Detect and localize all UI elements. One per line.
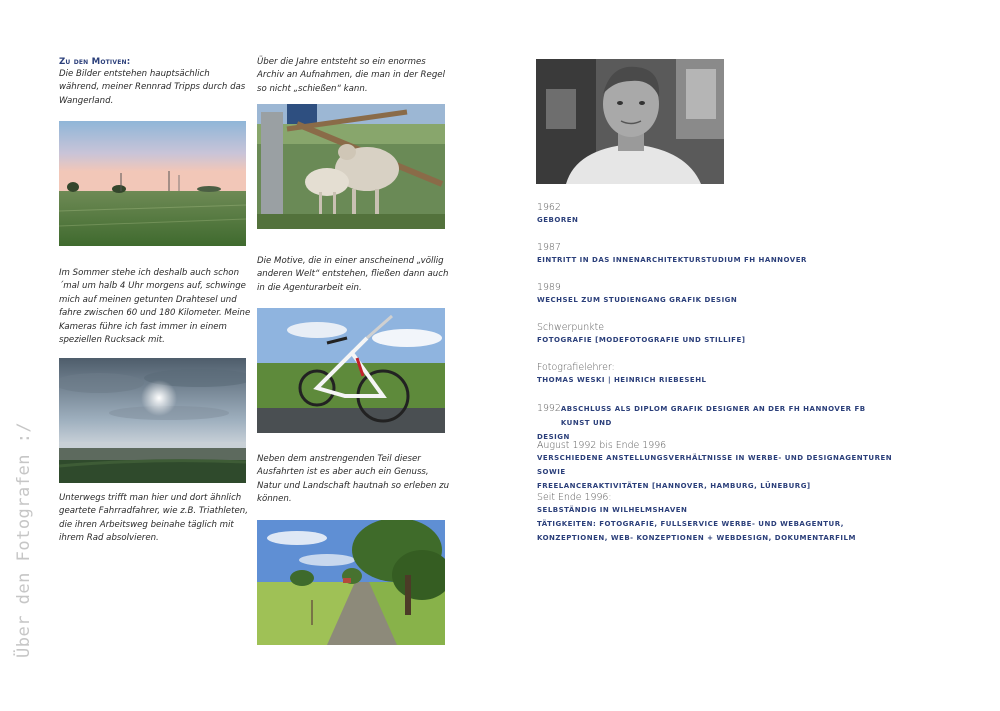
bio-text: ABSCHLUSS ALS DIPLOM GRAFIK DESIGNER AN DER FH HANNOVER FB KUNST UND xyxy=(560,405,866,427)
photo-racing-bike xyxy=(257,308,445,433)
bio-text: GEBOREN xyxy=(537,216,579,224)
bio-year: Seit Ende 1996: xyxy=(537,492,612,503)
col2-paragraph-1: Über die Jahre entsteht so ein enormes Archiv an Aufnahmen, die man in der Regel so nicht „schießen“ kann. xyxy=(257,57,445,94)
bio-timeline xyxy=(537,202,897,545)
bio-text: SELBSTÄNDIG IN WILHELMSHAVEN xyxy=(537,506,688,514)
col2-paragraph-3: Neben dem anstrengenden Teil dieser Ausfahrten ist es aber auch ein Genuss, Natur und Landschaft hautnah so erleben zu können. xyxy=(257,454,450,505)
bio-year: 1987 xyxy=(537,242,561,253)
bio-text: TÄTIGKEITEN: FOTOGRAFIE, FULLSERVICE WERBE- UND WEBAGENTUR, xyxy=(537,520,844,528)
photo-sheep-fence xyxy=(257,104,445,229)
photo-portrait xyxy=(536,59,724,184)
bio-entry xyxy=(537,242,897,282)
photo-country-lane xyxy=(257,520,445,645)
bio-year: 1992 xyxy=(537,403,561,414)
bio-year: August 1992 bis Ende 1996 xyxy=(537,440,667,451)
bio-year: Fotografielehrer: xyxy=(537,362,615,373)
bio-text: DESIGN xyxy=(537,433,570,441)
bio-entry xyxy=(537,362,897,402)
bio-text: WECHSEL ZUM STUDIENGANG GRAFIK DESIGN xyxy=(537,296,738,304)
bio-entry xyxy=(537,402,897,440)
col1-paragraph-1: Die Bilder entstehen hauptsächlich während, meiner Rennrad Tripps durch das Wangerland. xyxy=(59,69,246,106)
bio-text: FREELANCERAKTIVITÄTEN [HANNOVER, HAMBURG, LÜNEBURG] xyxy=(537,482,811,490)
bio-entry xyxy=(537,440,897,492)
col2-paragraph-2: Die Motive, die in einer anscheinend „völlig anderen Welt“ entstehen, fließen dann auch in die Agenturarbeit ein. xyxy=(257,256,449,293)
photo-wadden-sea-sky xyxy=(59,358,246,483)
bio-year: 1989 xyxy=(537,282,561,293)
bio-entry xyxy=(537,202,897,242)
motives-heading: Zu den Motiven: xyxy=(59,57,131,67)
bio-year: Schwerpunkte xyxy=(537,322,605,333)
sidebar-title: Über den Fotografen :/ xyxy=(14,421,34,658)
bio-entry xyxy=(537,322,897,362)
bio-text: THOMAS WESKI | HEINRICH RIEBESEHL xyxy=(537,376,707,384)
bio-text: EINTRITT IN DAS INNENARCHITEKTURSTUDIUM FH HANNOVER xyxy=(537,256,807,264)
bio-text: FOTOGRAFIE [MODEFOTOGRAFIE UND STILLIFE] xyxy=(537,336,746,344)
bio-entry xyxy=(537,282,897,322)
photo-sunrise-field xyxy=(59,121,246,246)
col1-paragraph-3: Unterwegs trifft man hier und dort ähnlich geartete Fahrradfahrer, wie z.B. Triathleten, die ihren Arbeitsweg beinahe täglich mit ihrem Rad absolvieren. xyxy=(59,493,248,544)
col1-paragraph-2: Im Sommer stehe ich deshalb auch schon ´mal um halb 4 Uhr morgens auf, schwinge mich auf meinen getunten Drahtesel und fahre zwischen 60 und 180 Kilometer. Meine Kameras führe ich fast immer in einem speziellen Rucksack mit. xyxy=(59,268,251,346)
bio-entry xyxy=(537,492,897,545)
bio-year: 1962 xyxy=(537,202,561,213)
bio-text: KONZEPTIONEN, WEB- KONZEPTIONEN + WEBDESIGN, DOKUMENTARFILM xyxy=(537,534,856,542)
bio-text: VERSCHIEDENE ANSTELLUNGSVERHÄLTNISSE IN WERBE- UND DESIGNAGENTUREN SOWIE xyxy=(537,454,893,476)
